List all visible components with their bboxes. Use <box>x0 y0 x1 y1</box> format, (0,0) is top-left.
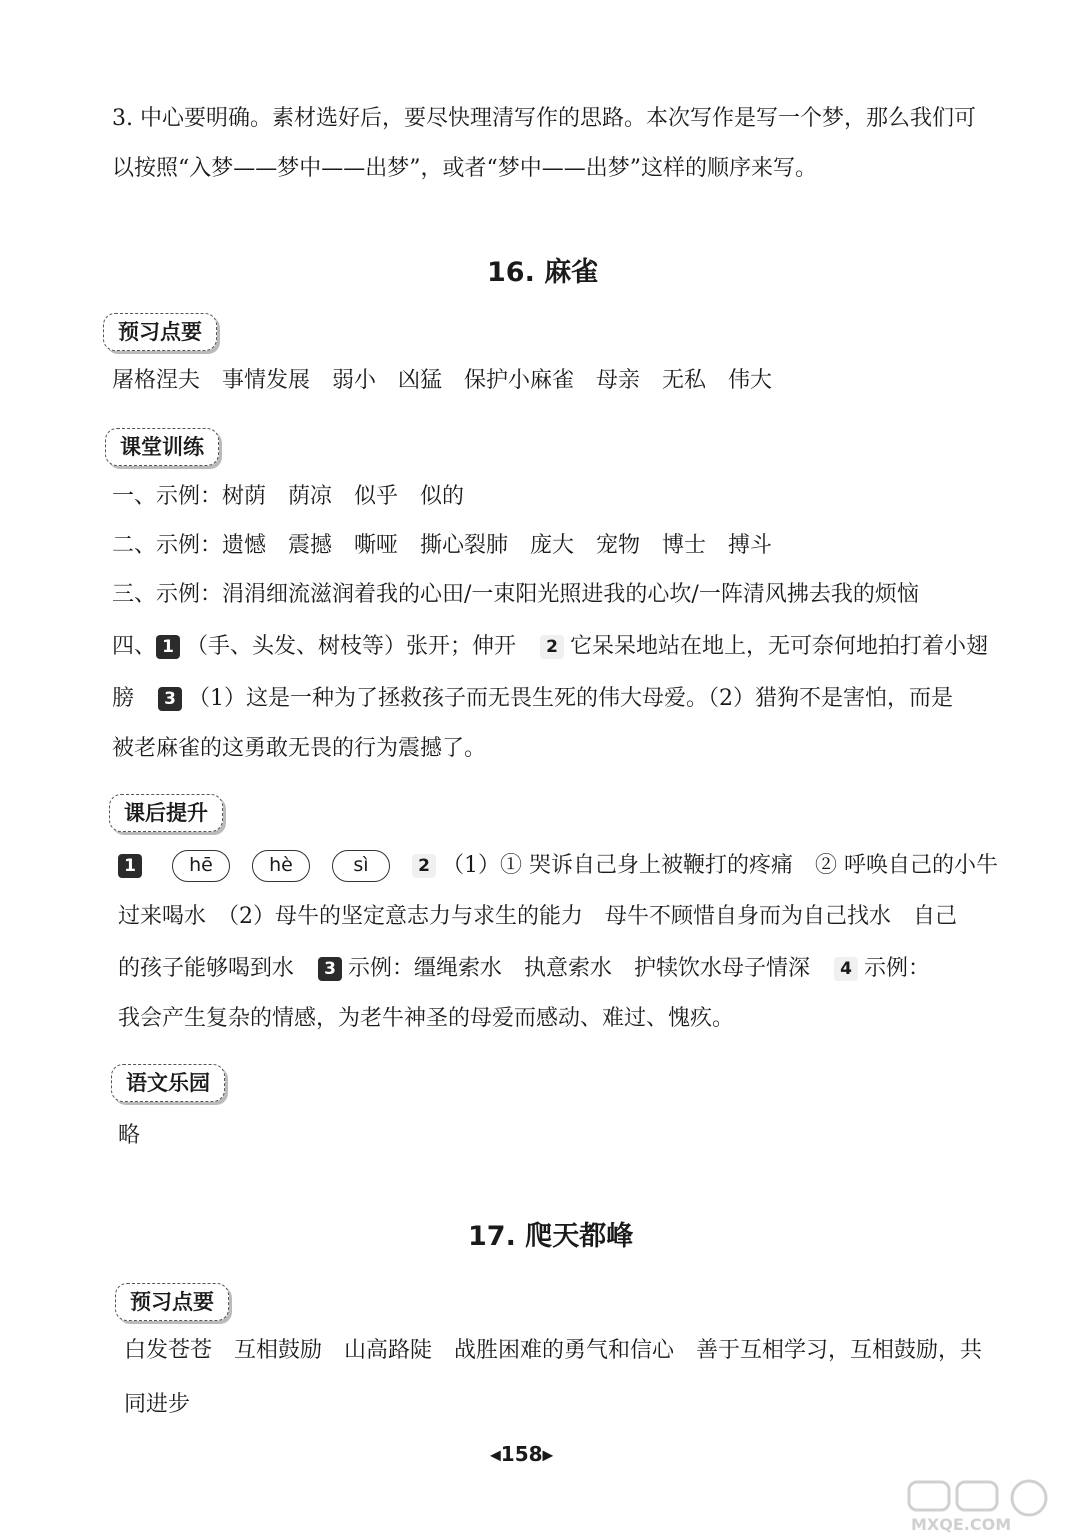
watermark-text: MXQE.COM <box>911 1515 1012 1534</box>
after-line-4: 我会产生复杂的情感，为老牛神圣的母爱而感动、难过、愧疚。 <box>118 1006 735 1031</box>
after-line-3-a: 的孩子能够喝到水 <box>118 956 295 981</box>
lesson16-title: 16. 麻雀 <box>487 257 599 288</box>
class-line-3: 三、示例：涓涓细流滋润着我的心田/一束阳光照进我的心坎/一阵清风拂去我的烦恼 <box>112 582 919 607</box>
item-badge-3: 3 <box>158 687 182 711</box>
class-line-4-a: （手、头发、树枝等）张开；伸开 <box>186 634 517 659</box>
intro-line-2: 以按照“入梦——梦中——出梦”，或者“梦中——出梦”这样的顺序来写。 <box>112 156 817 181</box>
pinyin-si4: sì <box>332 850 390 882</box>
tag-preview-16: 预习点要 <box>103 313 217 351</box>
page-number-text: 158 <box>500 1442 543 1466</box>
class-line-4-prefix: 四、 <box>112 634 157 659</box>
class-line-1: 一、示例：树荫 荫凉 似乎 似的 <box>112 484 465 509</box>
item-badge-3: 3 <box>318 957 342 981</box>
class-line-6: 被老麻雀的这勇敢无畏的行为震撼了。 <box>112 736 487 761</box>
intro-line-1: 3. 中心要明确。素材选好后，要尽快理清写作的思路。本次写作是写一个梦，那么我们可 <box>112 106 976 131</box>
item-badge-1: 1 <box>156 635 180 659</box>
item-badge-1: 1 <box>118 854 142 878</box>
lesson17-title: 17. 爬天都峰 <box>468 1221 634 1252</box>
class-line-5-a: 膀 <box>112 686 135 711</box>
right-arrow-icon: ▶ <box>542 1447 554 1464</box>
tag-class-training: 课堂训练 <box>105 428 219 466</box>
class-line-2: 二、示例：遗憾 震撼 嘶哑 撕心裂肺 庞大 宠物 博士 搏斗 <box>112 533 773 558</box>
after-line-3-b: 示例：缰绳索水 执意索水 护犊饮水母子情深 <box>348 956 811 981</box>
tag-preview-17: 预习点要 <box>115 1283 229 1321</box>
item-badge-2: 2 <box>412 854 436 878</box>
item-badge-2: 2 <box>540 635 564 659</box>
after-line-3 <box>118 954 930 984</box>
tag-chinese-garden: 语文乐园 <box>111 1064 225 1102</box>
watermark-logo <box>905 1478 1065 1534</box>
class-line-4-b: 它呆呆地站在地上，无可奈何地拍打着小翅 <box>570 634 989 659</box>
class-line-5-b: （1）这是一种为了拯救孩子而无畏生死的伟大母爱。（2）猎狗不是害怕，而是 <box>188 686 954 711</box>
item-badge-4: 4 <box>834 957 858 981</box>
after-line-1 <box>118 850 998 882</box>
left-arrow-icon: ◀ <box>490 1447 501 1464</box>
after-line-2: 过来喝水 （2）母牛的坚定意志力与求生的能力 母牛不顾惜自身而为自己找水 自己 <box>118 904 957 929</box>
class-line-4 <box>112 632 988 662</box>
tag-after-class: 课后提升 <box>109 794 223 832</box>
pinyin-he4: hè <box>252 850 310 882</box>
preview-17-line-2: 同进步 <box>124 1392 191 1417</box>
after-line-3-c: 示例： <box>864 956 931 981</box>
preview-17-line-1: 白发苍苍 互相鼓励 山高路陡 战胜困难的勇气和信心 善于互相学习，互相鼓励，共 <box>124 1338 983 1363</box>
after-line-1-rest: （1）① 哭诉自己身上被鞭打的疼痛 ② 呼唤自己的小牛 <box>442 853 998 878</box>
garden-text: 略 <box>118 1123 141 1148</box>
page-number <box>490 1442 553 1466</box>
class-line-5 <box>112 684 953 714</box>
pinyin-he1: hē <box>172 850 230 882</box>
preview-16: 屠格涅夫 事情发展 弱小 凶猛 保护小麻雀 母亲 无私 伟大 <box>112 368 773 393</box>
